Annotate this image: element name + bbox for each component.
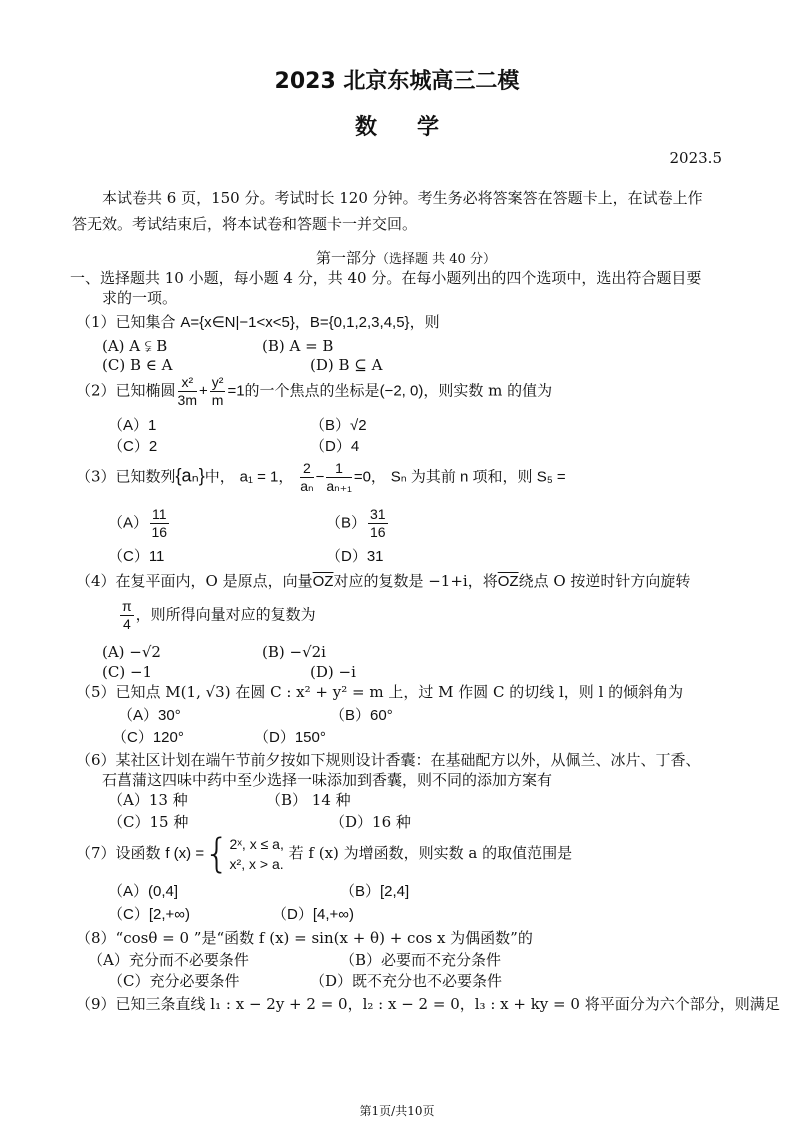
q4-line-2 bbox=[118, 598, 316, 633]
q1-option-a: (A) A ⫋ B bbox=[102, 337, 168, 355]
q6-option-d: （D）16 种 bbox=[330, 813, 411, 831]
q4-mid1: 对应的复数是 −1+i，将 bbox=[333, 572, 498, 590]
exam-date: 2023.5 bbox=[669, 149, 722, 167]
q4-option-a: (A) −√2 bbox=[102, 643, 161, 661]
q3-frac1-num: 2 bbox=[300, 460, 313, 478]
q4-vector-2: $\overline{OZ}$ bbox=[497, 573, 519, 590]
q4-fraction-angle bbox=[120, 598, 134, 633]
q7-option-a: （A）(0,4] bbox=[108, 883, 179, 900]
q3-option-b-den: 16 bbox=[370, 524, 386, 540]
intro-line-1: 本试卷共 6 页，150 分。考试时长 120 分钟。考生务必将答案答在答题卡上，在试卷上作 bbox=[102, 189, 703, 207]
q3-fraction-2 bbox=[326, 460, 351, 495]
q3-seq: {aₙ} bbox=[175, 465, 205, 486]
part1-heading-note: （选择题 共 40 分） bbox=[376, 252, 496, 267]
q6-option-c: （C）15 种 bbox=[108, 813, 189, 831]
part1-instructions-2: 求的一项。 bbox=[102, 289, 178, 307]
q1-set-b: ，B={0,1,2,3,4,5} bbox=[294, 314, 410, 331]
q3-mid1: 中， bbox=[204, 467, 235, 486]
q3-option-a-label: （A） bbox=[108, 514, 149, 532]
q3-option-d: （D）31 bbox=[326, 548, 384, 565]
q3-option-a-fraction bbox=[150, 506, 169, 541]
q3-option-a-num: 11 bbox=[152, 506, 167, 522]
q1-lead: （1）已知集合 bbox=[76, 313, 176, 331]
q3-mid2: Sₙ 为其前 n 项和，则 S₅ = bbox=[390, 468, 566, 486]
question-7 bbox=[76, 831, 573, 877]
q7-option-d: （D）[4,+∞) bbox=[272, 906, 354, 923]
q2-fraction-x bbox=[178, 374, 197, 409]
q8-option-d: （D）既不充分也不必要条件 bbox=[310, 972, 503, 990]
q2-tail: ，则实数 m 的值为 bbox=[423, 381, 553, 400]
q7-case-2: x², x > a. bbox=[229, 856, 284, 872]
q7-tail: 若 f (x) 为增函数，则实数 a 的取值范围是 bbox=[288, 844, 573, 862]
question-2 bbox=[76, 374, 552, 409]
question-6-line-2: 石菖蒲这四味中药中至少选择一味添加到香囊，则不同的添加方案有 bbox=[102, 771, 553, 789]
q4-option-b: (B) −√2i bbox=[262, 643, 326, 661]
q3-minus: − bbox=[315, 468, 325, 486]
q3-option-b-fraction bbox=[368, 506, 388, 541]
q3-eq0: =0， bbox=[353, 468, 386, 486]
page-title: 2023 北京东城高三二模 bbox=[274, 69, 520, 94]
q5-option-c: （C）120° bbox=[112, 729, 184, 746]
question-1 bbox=[76, 312, 440, 333]
q2-lead: （2）已知椭圆 bbox=[76, 381, 176, 400]
q4-mid2: 绕点 O 按逆时针方向旋转 bbox=[518, 572, 691, 590]
q1-set-a: A={x∈N|−1<x<5} bbox=[180, 314, 295, 331]
q3-lead: （3）已知数列 bbox=[76, 467, 176, 486]
q3-option-a-den: 16 bbox=[151, 524, 168, 540]
q4-frac-den: 4 bbox=[122, 616, 131, 632]
q2-option-a: （A）1 bbox=[108, 417, 157, 434]
q4-frac-num: π bbox=[122, 598, 132, 614]
q2-frac2-num: y² bbox=[211, 374, 224, 390]
q7-case-1: 2ˣ, x ≤ a, bbox=[229, 836, 284, 852]
question-6-line-1: （6）某社区计划在端午节前夕按如下规则设计香囊：在基础配方以外，从佩兰、冰片、丁香、 bbox=[76, 751, 701, 769]
q2-fraction-y bbox=[210, 374, 226, 409]
q5-option-d: （D）150° bbox=[254, 729, 326, 746]
q6-option-a: （A）13 种 bbox=[108, 791, 188, 809]
part1-instructions-1: 一、选择题共 10 小题，每小题 4 分，共 40 分。在每小题列出的四个选项中，选出符合题目要 bbox=[70, 269, 702, 287]
q3-frac2-num: 1 bbox=[326, 460, 351, 478]
q1-option-b: (B) A = B bbox=[262, 337, 334, 355]
q7-fx: f (x) = bbox=[165, 845, 205, 862]
q7-option-b: （B）[2,4] bbox=[340, 883, 410, 900]
q5-option-a: （A）30° bbox=[118, 707, 181, 724]
q3-frac1-den: aₙ bbox=[300, 478, 314, 494]
q2-eq: =1 bbox=[227, 382, 245, 400]
q5-option-b: （B）60° bbox=[330, 707, 393, 724]
q4-lead: （4）在复平面内，O 是原点，向量 bbox=[76, 572, 313, 590]
q8-option-a: （A）充分而不必要条件 bbox=[88, 951, 249, 969]
question-5: （5）已知点 M(1, √3) 在圆 C : x² + y² = m 上，过 M 作圆 C 的切线 l，则 l 的倾斜角为 bbox=[76, 683, 684, 701]
q3-a1: a₁ = 1， bbox=[239, 468, 294, 486]
q2-option-d: （D）4 bbox=[310, 438, 360, 455]
q7-lead: （7）设函数 bbox=[76, 844, 161, 862]
q3-option-c: （C）11 bbox=[108, 548, 165, 565]
q2-mid: 的一个焦点的坐标是 bbox=[244, 381, 380, 400]
q3-fraction-1 bbox=[300, 460, 313, 495]
part1-heading bbox=[316, 248, 496, 270]
q4-option-d: (D) −i bbox=[310, 663, 356, 681]
q3-option-b-num: 31 bbox=[370, 506, 386, 522]
q3-option-b bbox=[326, 506, 390, 541]
q3-frac2-den: aₙ₊₁ bbox=[326, 478, 352, 494]
question-3 bbox=[76, 460, 566, 495]
q7-option-c: （C）[2,+∞) bbox=[108, 906, 190, 923]
q1-option-c: (C) B ∈ A bbox=[102, 356, 173, 374]
q2-option-b: （B）√2 bbox=[310, 417, 367, 434]
q3-option-b-label: （B） bbox=[326, 514, 367, 532]
q2-point: (−2, 0) bbox=[379, 382, 424, 400]
q8-option-b: （B）必要而不充分条件 bbox=[340, 951, 502, 969]
q7-piecewise bbox=[230, 834, 284, 874]
q4-option-c: (C) −1 bbox=[102, 663, 153, 681]
q2-frac1-den: 3m bbox=[177, 392, 197, 408]
q1-option-d: (D) B ⊆ A bbox=[310, 356, 383, 374]
question-8: （8）“cosθ = 0 ”是“函数 f (x) = sin(x + θ) + cos x 为偶函数”的 bbox=[76, 929, 533, 947]
q4-vector-1: $\overline{OZ}$ bbox=[312, 573, 334, 590]
q1-tail: ，则 bbox=[409, 313, 440, 331]
q2-frac2-den: m bbox=[211, 392, 224, 408]
q6-option-b: （B） 14 种 bbox=[266, 791, 351, 809]
part1-heading-text: 第一部分 bbox=[316, 249, 377, 267]
q4-line-2-text: ，则所得向量对应的复数为 bbox=[135, 605, 316, 624]
q3-option-a bbox=[108, 506, 171, 541]
intro-line-2: 答无效。考试结束后，将本试卷和答题卡一并交回。 bbox=[72, 215, 418, 233]
subject-title: 数学 bbox=[354, 115, 479, 140]
q8-option-c: （C）充分必要条件 bbox=[108, 972, 240, 990]
left-brace-icon: { bbox=[204, 831, 230, 877]
question-9: （9）已知三条直线 l₁ : x − 2y + 2 = 0，l₂ : x − 2 = 0，l₃ : x + ky = 0 将平面分为六个部分，则满足 bbox=[76, 995, 780, 1013]
question-4 bbox=[76, 571, 690, 592]
q2-plus: + bbox=[199, 382, 208, 400]
page-footer: 第1页/共10页 bbox=[359, 1104, 435, 1118]
q2-frac1-num: x² bbox=[178, 374, 197, 392]
q2-option-c: （C）2 bbox=[108, 438, 158, 455]
